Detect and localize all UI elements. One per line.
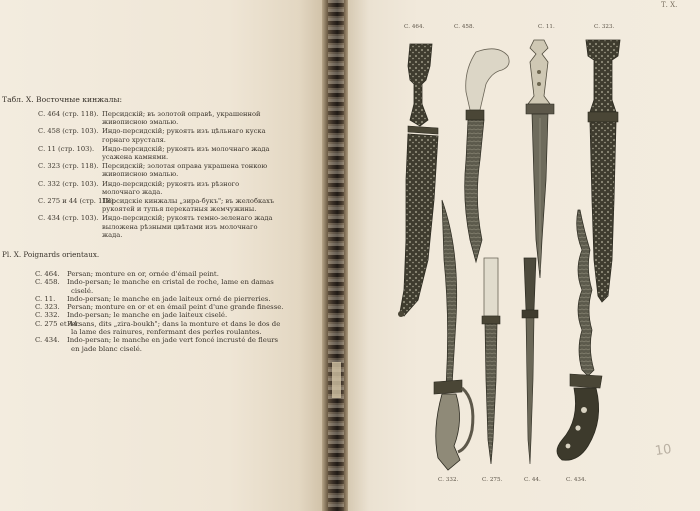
french-entry	[35, 311, 285, 319]
dagger-c275	[482, 258, 500, 464]
russian-entry	[38, 214, 278, 239]
entry-text: Персидскій; золотая оправа украшена тонкою живописною эмалью.	[102, 162, 268, 179]
russian-entry	[38, 197, 278, 213]
russian-entry	[38, 110, 278, 126]
left-page	[0, 0, 325, 511]
caption-c332: С. 332.	[438, 477, 459, 483]
caption-c44: С. 44.	[524, 477, 541, 483]
entry-ref: С. 464 (стр. 118).	[38, 110, 99, 118]
caption-c458: С. 458.	[454, 24, 475, 30]
caption-c275: С. 275.	[482, 477, 503, 483]
caption-c464: С. 464.	[404, 24, 425, 30]
entry-text: Индо-персидскій; рукоять изъ молочнаго жада усажена камнями.	[102, 144, 270, 162]
entry-text: Индо-персидскій; рукоять изъ цѣльнаго куска горнаго хрусталя.	[102, 127, 266, 144]
french-entry	[35, 320, 285, 337]
entry-ref: C. 323.	[35, 303, 60, 312]
pencil-page-mark: 10	[654, 441, 673, 460]
entry-text: Persan; monture en or et en émail peint d'une grande finesse.	[67, 303, 284, 312]
entry-text: Indo-persan; le manche en cristal de roche, lame en damas ciselé.	[67, 278, 274, 295]
right-page-plate	[348, 0, 700, 511]
entry-ref: C. 464.	[35, 270, 60, 278]
entry-text: Indo-persan; le manche en jade laiteux ciselé.	[67, 311, 228, 320]
daggers-plate-illustration	[348, 0, 700, 511]
entry-ref: C. 11.	[35, 294, 56, 303]
entry-ref: С. 275 и 44 (стр. 118).	[38, 197, 116, 206]
french-entry	[35, 295, 285, 303]
spine-label	[332, 362, 341, 398]
french-entry-list	[35, 270, 285, 353]
entry-text: Indo-persan; le manche en jade vert foncé incrusté de fleurs en jade blanc ciselé.	[67, 336, 279, 353]
dagger-c332	[434, 200, 473, 470]
caption-c11: С. 11.	[538, 24, 555, 30]
entry-ref: C. 332.	[35, 311, 60, 320]
dagger-c11	[526, 40, 554, 278]
plate-number: Т. Х.	[661, 1, 678, 9]
entry-ref: C. 458.	[35, 278, 60, 287]
russian-entry	[38, 127, 278, 143]
entry-ref: С. 11 (стр. 103).	[38, 144, 95, 153]
caption-c323: С. 323.	[594, 24, 615, 30]
entry-text: Персидскій; въ золотой оправѣ, украшенной живописною эмалью.	[102, 110, 261, 127]
entry-ref: C. 275 et 44.	[35, 319, 80, 328]
dagger-c323	[586, 40, 620, 302]
french-plate-title: Pl. X. Poignards orientaux.	[2, 250, 100, 259]
french-entry	[35, 270, 285, 278]
russian-entry	[38, 180, 278, 196]
dagger-c44	[522, 258, 538, 464]
french-entry	[35, 303, 285, 311]
entry-text: Indo-persan; le manche en jade laiteux orné de pierreries.	[67, 294, 271, 303]
russian-entry	[38, 162, 278, 178]
entry-text: Persan; monture en or, ornée d'émail peint.	[67, 270, 219, 278]
entry-text: Persans, dits „zira-boukh"; dans la monture et dans le dos de la lame des rainures, renfermant des perles roulantes.	[67, 319, 281, 337]
entry-ref: C. 434.	[35, 336, 60, 345]
french-entry	[35, 336, 285, 353]
torn-binding	[328, 0, 344, 511]
entry-text: Индо-персидскій; рукоять темно-зеленаго жада выложена рѣзными цвѣтами изъ молочнаго жада.	[102, 214, 273, 239]
entry-ref: С. 332 (стр. 103).	[38, 179, 99, 188]
entry-text: Индо-персидскій; рукоять изъ рѣзного молочнаго жада.	[102, 179, 240, 196]
russian-plate-title: Табл. X. Восточные кинжалы:	[2, 95, 123, 104]
entry-ref: С. 434 (стр. 103).	[38, 214, 99, 223]
dagger-c464	[398, 44, 438, 317]
caption-c434: С. 434.	[566, 477, 587, 483]
entry-ref: С. 458 (стр. 103).	[38, 127, 99, 136]
book-spine	[322, 0, 350, 511]
entry-text: Персидскіе кинжалы „зира-букъ"; въ желобкахъ рукоятей и тупья перекатныя жемчужины.	[102, 197, 275, 214]
entry-ref: С. 323 (стр. 118).	[38, 162, 99, 171]
dagger-c458	[465, 49, 509, 262]
russian-entry	[38, 145, 278, 161]
russian-entry-list	[38, 110, 278, 240]
french-entry	[35, 278, 285, 295]
